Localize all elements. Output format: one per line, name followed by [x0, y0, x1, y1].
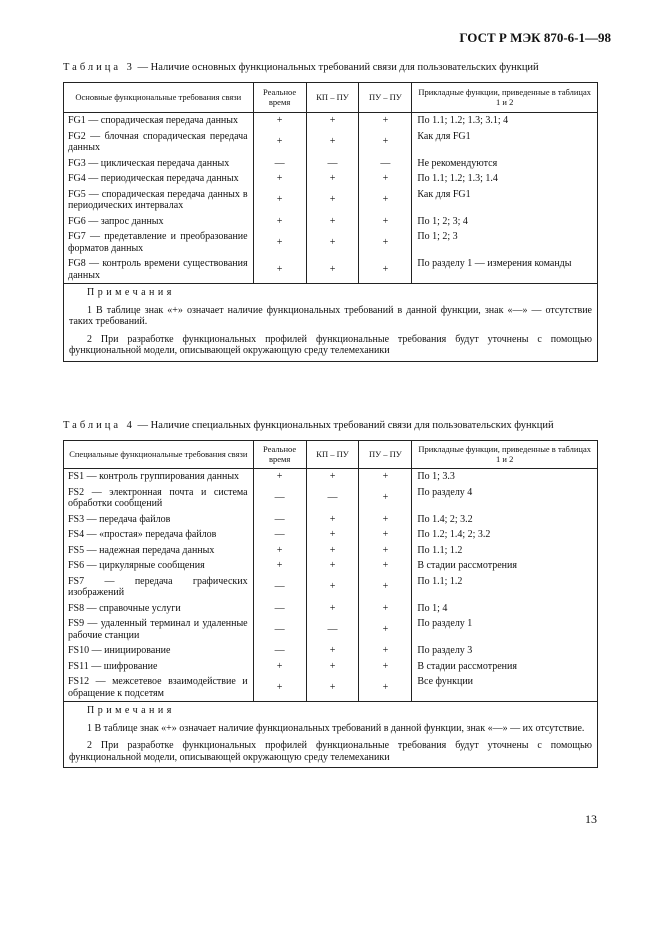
table3-col-kp-pu: КП – ПУ	[306, 83, 359, 113]
table3-pu-pu-cell: +	[359, 256, 412, 284]
table3-note-2: 2 При разработке функциональных профилей функциональные требования будут уточнены с помощью функциональной модели, описывающей окружающую среду телемеханики	[69, 333, 592, 356]
table3-pu-pu-cell: —	[359, 156, 412, 172]
table4-realtime-cell: +	[253, 674, 306, 702]
table4-application-cell: По 1.1; 1.2	[412, 543, 598, 559]
table3-col-pu-pu: ПУ – ПУ	[359, 83, 412, 113]
table4-application-cell: По разделу 3	[412, 643, 598, 659]
table3-function-cell: FG5 — спорадическая передача данных в периодических интервалах	[64, 187, 254, 214]
table3-kp-pu-cell: —	[306, 156, 359, 172]
table4-pu-pu-cell: +	[359, 527, 412, 543]
table4-row	[64, 558, 598, 574]
table4-row	[64, 601, 598, 617]
table4-pu-pu-cell: +	[359, 485, 412, 512]
table4-application-cell: По разделу 4	[412, 485, 598, 512]
table4-function-cell: FS10 — инициирование	[64, 643, 254, 659]
table3-row	[64, 171, 598, 187]
table4-caption-label: Таблица 4	[63, 420, 135, 431]
table4-kp-pu-cell: +	[306, 469, 359, 485]
table4-kp-pu-cell: +	[306, 601, 359, 617]
table3-caption	[63, 62, 603, 73]
table4-function-cell: FS5 — надежная передача данных	[64, 543, 254, 559]
table3-application-cell: Как для FG1	[412, 187, 598, 214]
table3-function-cell: FG2 — блочная спорадическая передача данных	[64, 129, 254, 156]
table4-col-realtime: Реальное время	[253, 441, 306, 469]
table4-row	[64, 659, 598, 675]
table3-application-cell: Не рекомендуются	[412, 156, 598, 172]
table4-realtime-cell: +	[253, 558, 306, 574]
table3-kp-pu-cell: +	[306, 229, 359, 256]
table4-function-cell: FS6 — циркулярные сообщения	[64, 558, 254, 574]
table4-function-cell: FS2 — электронная почта и система обработки сообщений	[64, 485, 254, 512]
table4-application-cell: По 1.4; 2; 3.2	[412, 512, 598, 528]
table4-application-cell: По 1; 3.3	[412, 469, 598, 485]
table4-realtime-cell: —	[253, 485, 306, 512]
table3-application-cell: По 1.1; 1.2; 1.3; 1.4	[412, 171, 598, 187]
table4-row	[64, 616, 598, 643]
table3-row	[64, 214, 598, 230]
table4-function-cell: FS8 — справочные услуги	[64, 601, 254, 617]
table4-body	[64, 469, 598, 702]
table4-kp-pu-cell: +	[306, 643, 359, 659]
table3-kp-pu-cell: +	[306, 187, 359, 214]
table3-realtime-cell: +	[253, 129, 306, 156]
table4-pu-pu-cell: +	[359, 543, 412, 559]
table4-note-1: 1 В таблице знак «+» означает наличие функциональных требований в данной функции, знак «—» — их отсутствие.	[87, 722, 585, 734]
table4-realtime-cell: —	[253, 527, 306, 543]
table4-pu-pu-cell: +	[359, 659, 412, 675]
table3-function-cell: FG8 — контроль времени существования данных	[64, 256, 254, 284]
table4-caption	[63, 420, 603, 431]
table3-realtime-cell: +	[253, 113, 306, 129]
table3-pu-pu-cell: +	[359, 129, 412, 156]
table4-pu-pu-cell: +	[359, 643, 412, 659]
table4-pu-pu-cell: +	[359, 512, 412, 528]
table4-row	[64, 543, 598, 559]
table3-application-cell: Как для FG1	[412, 129, 598, 156]
table3-kp-pu-cell: +	[306, 214, 359, 230]
table3-caption-label: Таблица 3	[63, 62, 135, 73]
table3-realtime-cell: +	[253, 171, 306, 187]
table4-pu-pu-cell: +	[359, 616, 412, 643]
table4-pu-pu-cell: +	[359, 674, 412, 702]
table3-function-cell: FG1 — спорадическая передача данных	[64, 113, 254, 129]
table3-row	[64, 256, 598, 284]
table3-function-cell: FG4 — периодическая передача данных	[64, 171, 254, 187]
table4-kp-pu-cell: +	[306, 543, 359, 559]
table3-notes	[64, 284, 598, 362]
table3-row	[64, 129, 598, 156]
table4-realtime-cell: +	[253, 469, 306, 485]
table4-application-cell: По разделу 1	[412, 616, 598, 643]
table4-kp-pu-cell: —	[306, 485, 359, 512]
table4-application-cell: В стадии рассмотрения	[412, 659, 598, 675]
table4-kp-pu-cell: +	[306, 674, 359, 702]
table4-kp-pu-cell: +	[306, 512, 359, 528]
table3-col-application: Прикладные функции, приведенные в таблицах 1 и 2	[412, 83, 598, 113]
table4-pu-pu-cell: +	[359, 574, 412, 601]
table3-col-function: Основные функциональные требования связи	[64, 83, 254, 113]
table4-notes	[64, 702, 598, 768]
table3-realtime-cell: —	[253, 156, 306, 172]
table3-notes-title: Примечания	[87, 287, 175, 298]
table4-realtime-cell: +	[253, 543, 306, 559]
table3-row	[64, 229, 598, 256]
page-number: 13	[585, 812, 597, 826]
table4-function-cell: FS3 — передача файлов	[64, 512, 254, 528]
table4-function-cell: FS12 — межсетевое взаимодействие и обращение к подсетям	[64, 674, 254, 702]
table4-col-function: Специальные функциональные требования связи	[64, 441, 254, 469]
table3-realtime-cell: +	[253, 229, 306, 256]
table3-application-cell: По 1.1; 1.2; 1.3; 3.1; 4	[412, 113, 598, 129]
table4-row	[64, 574, 598, 601]
table4-note-2: 2 При разработке функциональных профилей функциональные требования будут уточнены с помощью функциональной модели, описывающей окружающую среду телемеханики	[69, 740, 592, 763]
table3-application-cell: По 1; 2; 3	[412, 229, 598, 256]
table3-realtime-cell: +	[253, 214, 306, 230]
table3-kp-pu-cell: +	[306, 256, 359, 284]
table4-function-cell: FS4 — «простая» передача файлов	[64, 527, 254, 543]
table4-function-cell: FS11 — шифрование	[64, 659, 254, 675]
document-code: ГОСТ Р МЭК 870-6-1—98	[459, 30, 611, 45]
table4-application-cell: По 1.2; 1.4; 2; 3.2	[412, 527, 598, 543]
table4-application-cell: Все функции	[412, 674, 598, 702]
table3-kp-pu-cell: +	[306, 171, 359, 187]
table3	[63, 82, 598, 362]
table4-col-application: Прикладные функции, приведенные в таблицах 1 и 2	[412, 441, 598, 469]
table4-caption-text: — Наличие специальных функциональных требований связи для пользовательских функций	[134, 420, 554, 431]
table4-realtime-cell: —	[253, 616, 306, 643]
table4-kp-pu-cell: +	[306, 574, 359, 601]
table4-pu-pu-cell: +	[359, 469, 412, 485]
table3-pu-pu-cell: +	[359, 113, 412, 129]
table4-function-cell: FS9 — удаленный терминал и удаленные рабочие станции	[64, 616, 254, 643]
table4-row	[64, 527, 598, 543]
table3-pu-pu-cell: +	[359, 171, 412, 187]
table3-function-cell: FG3 — циклическая передача данных	[64, 156, 254, 172]
table3-pu-pu-cell: +	[359, 187, 412, 214]
table4	[63, 440, 598, 768]
table4-row	[64, 674, 598, 702]
table4-realtime-cell: —	[253, 512, 306, 528]
table4-kp-pu-cell: +	[306, 558, 359, 574]
table4-row	[64, 643, 598, 659]
table4-col-pu-pu: ПУ – ПУ	[359, 441, 412, 469]
table4-col-kp-pu: КП – ПУ	[306, 441, 359, 469]
table4-notes-title: Примечания	[87, 705, 175, 716]
table4-kp-pu-cell: +	[306, 527, 359, 543]
table3-body	[64, 113, 598, 284]
table3-caption-text: — Наличие основных функциональных требований связи для пользовательских функций	[134, 62, 539, 73]
table4-pu-pu-cell: +	[359, 558, 412, 574]
table3-application-cell: По разделу 1 — измерения команды	[412, 256, 598, 284]
table3-pu-pu-cell: +	[359, 229, 412, 256]
table3-row	[64, 187, 598, 214]
table3-function-cell: FG6 — запрос данных	[64, 214, 254, 230]
table4-function-cell: FS1 — контроль группирования данных	[64, 469, 254, 485]
table4-realtime-cell: —	[253, 643, 306, 659]
table4-realtime-cell: —	[253, 601, 306, 617]
table3-kp-pu-cell: +	[306, 129, 359, 156]
table4-row	[64, 512, 598, 528]
table4-application-cell: По 1; 4	[412, 601, 598, 617]
table3-realtime-cell: +	[253, 256, 306, 284]
table3-row	[64, 156, 598, 172]
table4-function-cell: FS7 — передача графических изображений	[64, 574, 254, 601]
table4-realtime-cell: —	[253, 574, 306, 601]
table3-kp-pu-cell: +	[306, 113, 359, 129]
table3-col-realtime: Реальное время	[253, 83, 306, 113]
table4-kp-pu-cell: +	[306, 659, 359, 675]
table3-function-cell: FG7 — предетавление и преобразование форматов данных	[64, 229, 254, 256]
table3-row	[64, 113, 598, 129]
table4-row	[64, 469, 598, 485]
table4-pu-pu-cell: +	[359, 601, 412, 617]
table4-realtime-cell: +	[253, 659, 306, 675]
table3-pu-pu-cell: +	[359, 214, 412, 230]
table4-application-cell: В стадии рассмотрения	[412, 558, 598, 574]
table3-application-cell: По 1; 2; 3; 4	[412, 214, 598, 230]
table4-application-cell: По 1.1; 1.2	[412, 574, 598, 601]
table4-row	[64, 485, 598, 512]
table3-note-1: 1 В таблице знак «+» означает наличие функциональных требований в данной функции, знак «—» — отсутствие таких требований.	[69, 304, 592, 327]
table3-realtime-cell: +	[253, 187, 306, 214]
table4-kp-pu-cell: —	[306, 616, 359, 643]
